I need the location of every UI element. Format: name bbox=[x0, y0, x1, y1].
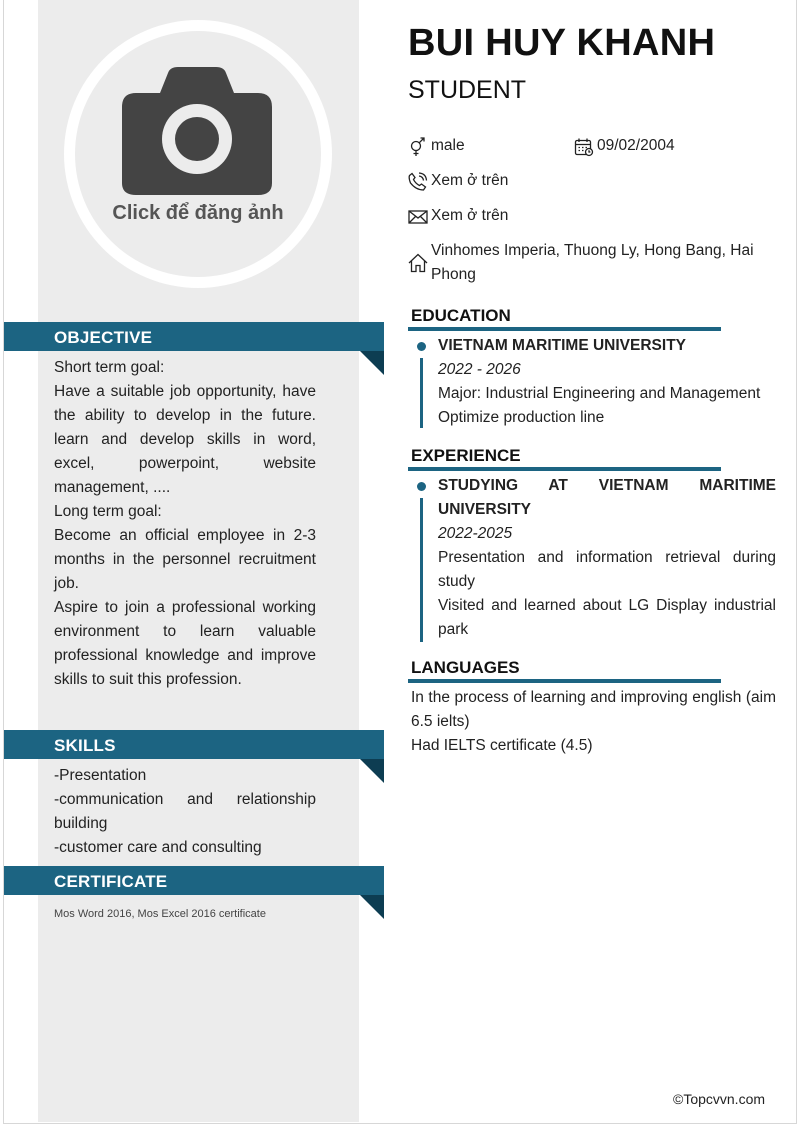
birthdate-value: 09/02/2004 bbox=[597, 137, 675, 154]
gender-icon bbox=[408, 137, 428, 157]
objective-line: Short term goal: bbox=[54, 359, 165, 376]
avatar-caption: Click để đăng ảnh bbox=[112, 202, 284, 224]
experience-years: 2022-2025 bbox=[438, 525, 513, 542]
certificate-text: Mos Word 2016, Mos Excel 2016 certificate bbox=[54, 908, 266, 920]
experience-item: Visited and learned about LG Display industrial park bbox=[438, 597, 776, 638]
email-value: Xem ở trên bbox=[431, 207, 509, 224]
experience-item: Presentation and information retrieval during study bbox=[438, 549, 776, 590]
skills-list bbox=[54, 764, 316, 860]
languages-heading: LANGUAGES bbox=[411, 658, 520, 677]
home-icon bbox=[408, 253, 428, 273]
experience-entry bbox=[438, 474, 776, 642]
education-underline bbox=[408, 327, 721, 331]
objective-heading-bar bbox=[4, 322, 384, 351]
languages-underline bbox=[408, 679, 721, 683]
candidate-name: BUI HUY KHANH bbox=[408, 22, 716, 64]
gender-row bbox=[408, 134, 568, 158]
skills-heading: SKILLS bbox=[54, 736, 116, 755]
experience-org: STUDYING AT VIETNAM MARITIME UNIVERSITY bbox=[438, 477, 776, 518]
objective-line: Become an official employee in 2-3 months in the personnel recruitment job. bbox=[54, 527, 316, 592]
camera-icon bbox=[122, 65, 272, 197]
certificate-heading-bar bbox=[4, 866, 384, 895]
phone-icon bbox=[408, 172, 428, 192]
objective-ribbon-tail bbox=[360, 351, 384, 375]
objective-line: Have a suitable job opportunity, have the ability to develop in the future. learn and develop skills in word, excel, powerpoint, website management, .... bbox=[54, 383, 316, 496]
phone-value: Xem ở trên bbox=[431, 172, 509, 189]
timeline-dot bbox=[417, 482, 426, 491]
education-detail: Optimize production line bbox=[438, 409, 605, 426]
education-years: 2022 - 2026 bbox=[438, 361, 521, 378]
gender-value: male bbox=[431, 137, 465, 154]
mail-icon bbox=[408, 207, 428, 227]
skill-item: -Presentation bbox=[54, 767, 147, 784]
language-item: Had IELTS certificate (4.5) bbox=[411, 737, 593, 754]
experience-underline bbox=[408, 467, 721, 471]
certificate-ribbon-tail bbox=[360, 895, 384, 919]
address-value: Vinhomes Imperia, Thuong Ly, Hong Bang, Hai Phong bbox=[431, 242, 754, 283]
avatar-upload[interactable] bbox=[64, 20, 332, 288]
certificate-heading: CERTIFICATE bbox=[54, 872, 168, 891]
education-major: Major: Industrial Engineering and Management bbox=[438, 385, 761, 402]
education-school: VIETNAM MARITIME UNIVERSITY bbox=[438, 337, 687, 354]
birthdate-row bbox=[574, 134, 774, 158]
education-heading: EDUCATION bbox=[411, 306, 511, 325]
experience-heading: EXPERIENCE bbox=[411, 446, 521, 465]
objective-heading: OBJECTIVE bbox=[54, 328, 153, 347]
objective-line: Aspire to join a professional working environment to learn valuable professional knowledge and improve skills to suit this profession. bbox=[54, 599, 316, 688]
candidate-title: STUDENT bbox=[408, 76, 527, 104]
language-item: In the process of learning and improving english (aim 6.5 ielts) bbox=[411, 689, 776, 730]
phone-row bbox=[408, 169, 708, 193]
objective-text bbox=[54, 356, 316, 692]
address-row bbox=[408, 239, 778, 287]
timeline-dot bbox=[417, 342, 426, 351]
languages-list bbox=[411, 686, 776, 758]
skill-item: -communication and relationship building bbox=[54, 791, 316, 832]
timeline-line bbox=[420, 358, 423, 428]
objective-line: Long term goal: bbox=[54, 503, 162, 520]
calendar-icon bbox=[574, 137, 594, 157]
email-row bbox=[408, 204, 708, 228]
timeline-line bbox=[420, 498, 423, 642]
skills-ribbon-tail bbox=[360, 759, 384, 783]
education-entry bbox=[438, 334, 776, 430]
copyright: ©Topcvvn.com bbox=[673, 1091, 766, 1107]
skill-item: -customer care and consulting bbox=[54, 839, 262, 856]
skills-heading-bar bbox=[4, 730, 384, 759]
